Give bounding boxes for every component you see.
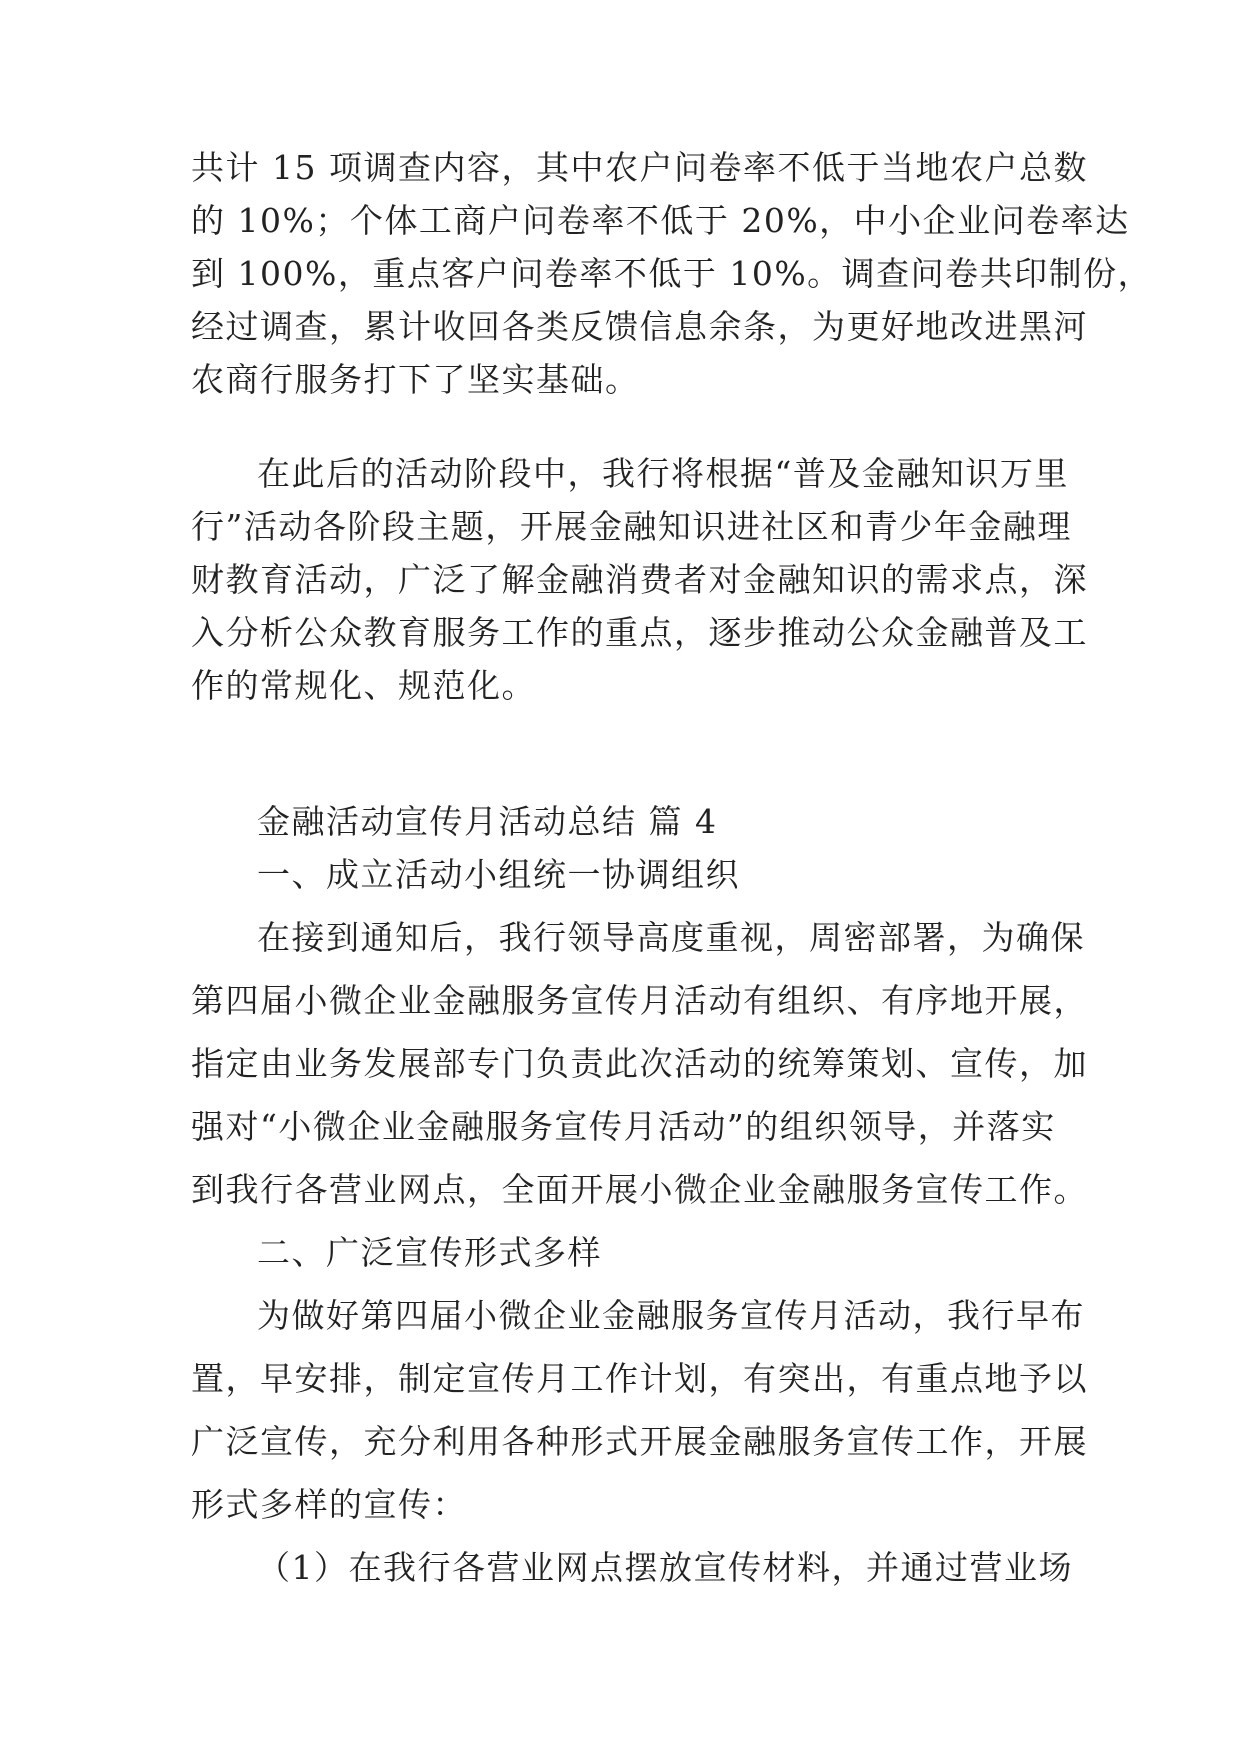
body-text-line: 为做好第四届小微企业金融服务宣传月活动，我行早布 [257, 1296, 1085, 1335]
body-text-line: 指定由业务发展部专门负责此次活动的统筹策划、宣传，加 [191, 1044, 1088, 1083]
body-text-line: 广泛宣传，充分利用各种形式开展金融服务宣传工作，开展 [191, 1422, 1088, 1461]
body-text-line: 置，早安排，制定宣传月工作计划，有突出，有重点地予以 [191, 1359, 1088, 1398]
body-text-line: 财教育活动，广泛了解金融消费者对金融知识的需求点，深 [191, 560, 1088, 599]
body-text-line: 到 100%，重点客户问卷率不低于 10%。调查问卷共印制份， [191, 254, 1153, 293]
body-text-line: 农商行服务打下了坚实基础。 [191, 360, 640, 399]
body-text-line: 第四届小微企业金融服务宣传月活动有组织、有序地开展， [191, 981, 1088, 1020]
body-text-line: 在接到通知后，我行领导高度重视，周密部署，为确保 [257, 918, 1085, 957]
body-text-line: 入分析公众教育服务工作的重点，逐步推动公众金融普及工 [191, 613, 1088, 652]
body-text-line: 形式多样的宣传： [191, 1485, 467, 1524]
body-text-line: 共计 15 项调查内容，其中农户问卷率不低于当地农户总数 [191, 148, 1088, 187]
section-heading: 一、成立活动小组统一协调组织 [257, 855, 740, 894]
body-text-line: 经过调查，累计收回各类反馈信息余条，为更好地改进黑河 [191, 307, 1088, 346]
section-heading: 二、广泛宣传形式多样 [257, 1233, 602, 1272]
body-text-line: （1）在我行各营业网点摆放宣传材料，并通过营业场 [257, 1548, 1073, 1587]
body-text-line: 到我行各营业网点，全面开展小微企业金融服务宣传工作。 [191, 1170, 1088, 1209]
body-text-line: 的 10%；个体工商户问卷率不低于 20%，中小企业问卷率达 [191, 201, 1130, 240]
body-text-line: 行”活动各阶段主题，开展金融知识进社区和青少年金融理 [191, 507, 1072, 546]
section-title: 金融活动宣传月活动总结 篇 4 [257, 802, 718, 841]
body-text-line: 强对“小微企业金融服务宣传月活动”的组织领导，并落实 [191, 1107, 1056, 1146]
body-text-line: 作的常规化、规范化。 [191, 666, 536, 705]
body-text-line: 在此后的活动阶段中，我行将根据“普及金融知识万里 [257, 454, 1069, 493]
